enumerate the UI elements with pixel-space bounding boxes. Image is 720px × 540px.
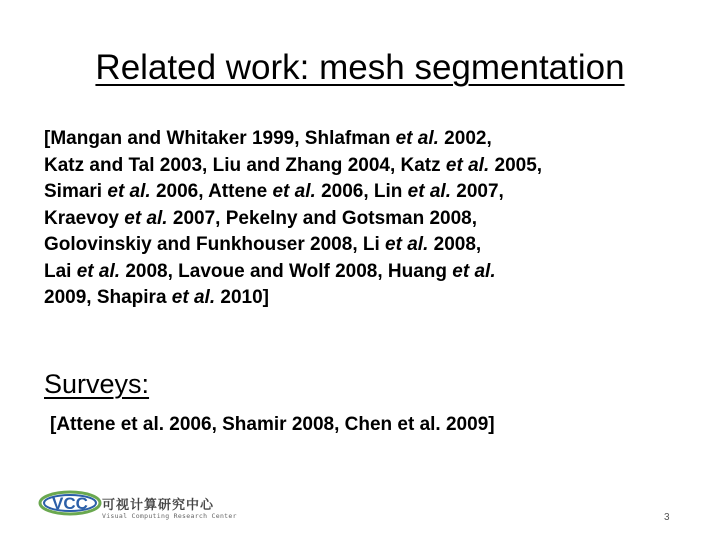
reference-line xyxy=(44,206,704,233)
reference-etal: et al. xyxy=(385,234,429,255)
references-list xyxy=(44,126,704,312)
reference-line xyxy=(44,153,704,180)
reference-text: 2010] xyxy=(215,287,269,308)
reference-text: 2002, xyxy=(438,128,492,149)
logo-chinese-name: 可视计算研究中心 xyxy=(102,497,215,512)
reference-etal: et al. xyxy=(452,260,496,282)
reference-line xyxy=(44,126,704,153)
reference-etal: et al. xyxy=(124,207,168,229)
reference-text: Simari xyxy=(44,181,108,202)
reference-etal: et al. xyxy=(171,287,216,308)
reference-etal: et al. xyxy=(272,181,316,202)
reference-etal: et al. xyxy=(407,181,451,202)
surveys-heading: Surveys: xyxy=(44,369,150,399)
reference-text: Kraevoy xyxy=(44,207,125,229)
surveys-references: [Attene et al. 2006, Shamir 2008, Chen et al. 2009] xyxy=(50,414,495,435)
reference-text: 2005, xyxy=(489,154,543,176)
reference-text: Golovinskiy and Funkhouser 2008, Li xyxy=(44,234,386,255)
reference-text: [Mangan and Whitaker 1999, Shlafman xyxy=(44,128,396,149)
reference-text: 2009, Shapira xyxy=(44,287,172,308)
reference-text: 2006, Lin xyxy=(315,181,408,202)
reference-etal: et al. xyxy=(76,260,121,282)
reference-line xyxy=(44,232,704,259)
reference-text: Katz and Tal 2003, Liu and Zhang 2004, Katz xyxy=(44,154,446,176)
reference-text: 2008, Lavoue and Wolf 2008, Huang xyxy=(120,260,453,282)
page-number: 3 xyxy=(664,512,670,523)
reference-etal: et al. xyxy=(395,128,439,149)
logo-english-name: Visual Computing Research Center xyxy=(102,512,237,520)
reference-line xyxy=(44,259,704,286)
reference-line xyxy=(44,285,704,312)
reference-text: 2007, xyxy=(450,181,504,202)
reference-text: 2008, xyxy=(428,234,482,255)
reference-text: 2006, Attene xyxy=(150,181,273,202)
reference-etal: et al. xyxy=(445,154,490,176)
reference-line xyxy=(44,179,704,206)
reference-etal: et al. xyxy=(107,181,151,202)
slide-title: Related work: mesh segmentation xyxy=(95,48,625,87)
reference-text: Lai xyxy=(44,260,77,282)
reference-text: 2007, Pekelny and Gotsman 2008, xyxy=(167,207,478,229)
logo-abbr: VCC xyxy=(52,494,88,513)
